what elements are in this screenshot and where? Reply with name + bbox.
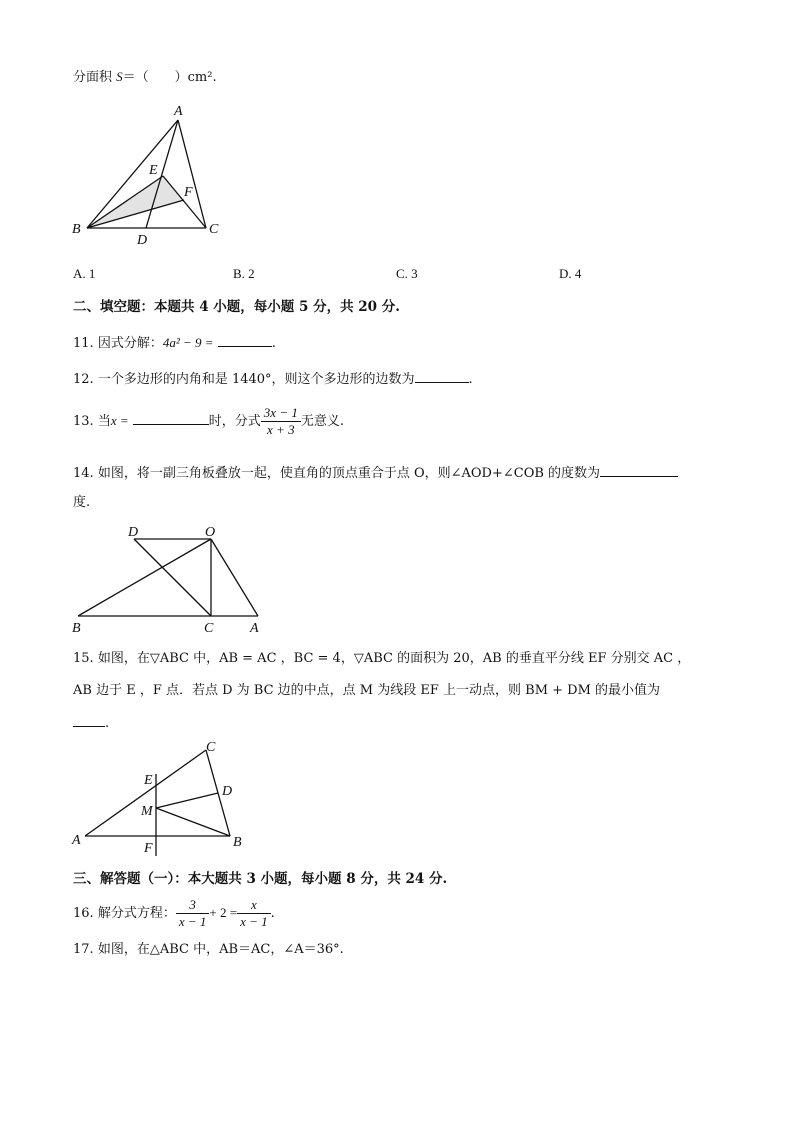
label-d: D bbox=[222, 784, 233, 799]
intro-text: 分面积 bbox=[73, 70, 117, 85]
q12-num: 12. bbox=[73, 372, 94, 387]
q13-var: x = bbox=[110, 413, 129, 428]
q11-num: 11. bbox=[73, 336, 94, 351]
q12-text: 一个多边形的内角和是 1440°，则这个多边形的边数为 bbox=[97, 372, 415, 387]
q14-text: 如图，将一副三角板叠放一起，使直角的顶点重合于点 O，则∠AOD+∠COB 的度数为 bbox=[97, 466, 601, 481]
label-c: C bbox=[206, 740, 216, 755]
question-11: 11. 因式分解：4a² − 9 = . bbox=[73, 335, 276, 351]
question-17 bbox=[73, 941, 344, 959]
q15-num: 15. bbox=[73, 651, 94, 666]
option-a: A. 1 bbox=[73, 266, 96, 281]
label-e: E bbox=[149, 163, 158, 178]
section-2-title: 二、填空题：本题共 4 小题，每小题 5 分，共 20 分. bbox=[73, 299, 400, 315]
question-14 bbox=[73, 464, 678, 483]
label-f: F bbox=[184, 185, 193, 200]
question-13: 13. 当x = 时，分式 $\frac{3x - 1}{x + 3}$ 无意义. bbox=[73, 405, 344, 437]
section-3-title: 三、解答题（一）：本大题共 3 小题，每小题 8 分，共 24 分. bbox=[73, 871, 448, 887]
q15-answer-blank[interactable] bbox=[73, 714, 105, 727]
label-b: B bbox=[72, 222, 81, 237]
q16-fraction-2: $\frac{x}{x - 1}$ bbox=[237, 897, 271, 930]
label-d: D bbox=[128, 525, 139, 540]
q11-text: 因式分解： bbox=[97, 336, 163, 351]
q13-fraction: $\frac{3x - 1}{x + 3}$ bbox=[261, 405, 301, 438]
label-e: E bbox=[144, 773, 153, 788]
q17-text: 如图，在△ABC 中，AB＝AC，∠A＝36°. bbox=[97, 942, 344, 957]
option-d: D. 4 bbox=[559, 266, 582, 281]
figure-q15 bbox=[70, 738, 260, 858]
q14-num: 14. bbox=[73, 466, 94, 481]
question-15 bbox=[73, 650, 690, 668]
question-16: 16. 解分式方程： $\frac{3}{x - 1}$ + 2 = $\frac{x}{x - 1}$ . bbox=[73, 897, 275, 929]
q11-expr: 4a² − 9 = bbox=[162, 335, 214, 350]
label-c: C bbox=[209, 222, 219, 237]
label-f: F bbox=[144, 841, 153, 856]
var-s: S bbox=[116, 69, 123, 84]
q16-text: 解分式方程： bbox=[97, 906, 176, 921]
q12-answer-blank[interactable] bbox=[415, 370, 469, 383]
label-a: A bbox=[174, 104, 183, 119]
q17-num: 17. bbox=[73, 942, 94, 957]
q16-num: 16. bbox=[73, 906, 94, 921]
label-a: A bbox=[72, 833, 81, 848]
q14-line2: 度. bbox=[73, 495, 91, 510]
figure-q14 bbox=[70, 520, 270, 635]
intro-line bbox=[73, 68, 217, 87]
question-12: 12. 一个多边形的内角和是 1440°，则这个多边形的边数为 . bbox=[73, 372, 473, 387]
q15-line3: . bbox=[73, 714, 109, 733]
label-d: D bbox=[137, 233, 148, 248]
label-o: O bbox=[205, 525, 216, 540]
label-c: C bbox=[204, 621, 214, 636]
option-b: B. 2 bbox=[233, 266, 255, 281]
intro-text-post: ＝（ ）cm². bbox=[122, 70, 217, 85]
figure-q10 bbox=[70, 100, 230, 250]
label-b: B bbox=[233, 835, 242, 850]
q14-answer-blank[interactable] bbox=[600, 464, 678, 477]
label-m: M bbox=[141, 804, 153, 819]
q13-answer-blank[interactable] bbox=[133, 412, 209, 425]
label-b: B bbox=[72, 621, 81, 636]
q15-line1: 如图，在▽ABC 中，AB = AC ，BC = 4，▽ABC 的面积为 20，AB 的垂直平分线 EF 分别交 AC ， bbox=[97, 651, 691, 666]
option-c: C. 3 bbox=[396, 266, 418, 281]
label-a: A bbox=[250, 621, 259, 636]
q15-line2: AB 边于 E ，F 点．若点 D 为 BC 边的中点，点 M 为线段 EF 上一动点，则 BM + DM 的最小值为 bbox=[73, 683, 661, 698]
q13-num: 13. bbox=[73, 414, 94, 429]
q16-fraction-1: $\frac{3}{x - 1}$ bbox=[176, 897, 210, 930]
q11-answer-blank[interactable] bbox=[218, 334, 272, 347]
